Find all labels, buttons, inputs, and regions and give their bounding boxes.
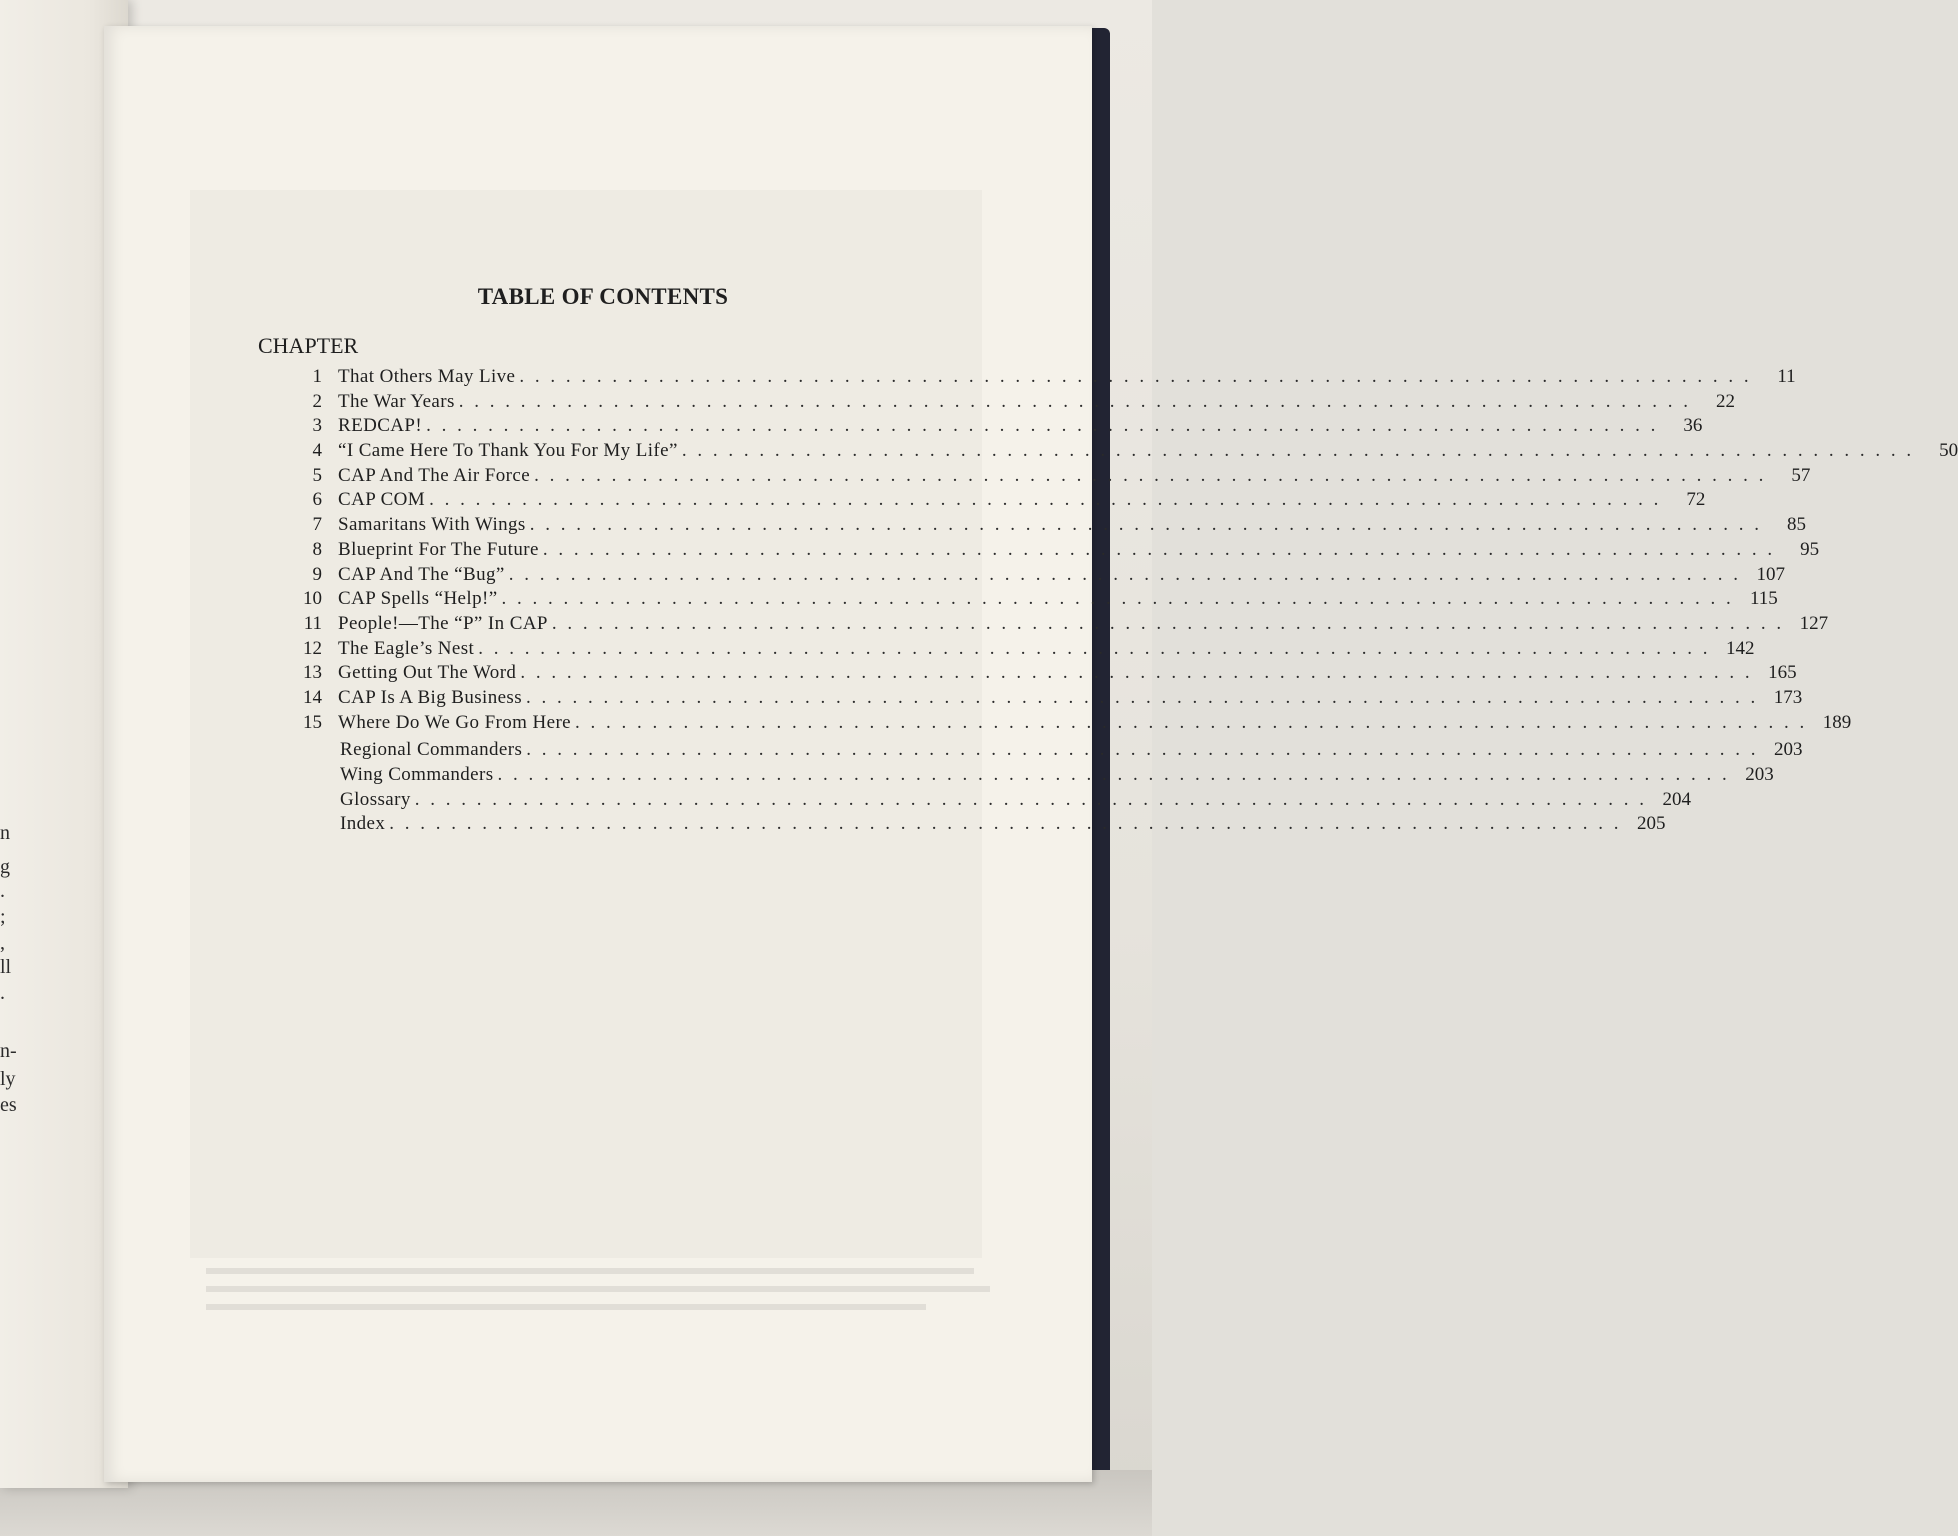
page-number: 57 — [1791, 464, 1811, 486]
left-page-text-fragment: n- — [0, 1040, 17, 1062]
chapter-number: 14 — [303, 686, 322, 708]
left-page-text-fragment: ; — [0, 906, 6, 928]
toc-chapter-entry — [296, 661, 1797, 686]
entry-title: CAP COM — [338, 489, 426, 511]
entry-title: The War Years — [338, 390, 455, 412]
page-number: 142 — [1725, 637, 1755, 659]
entry-title: Regional Commanders — [340, 739, 523, 761]
back-matter-list — [296, 738, 1803, 837]
dot-leader: . . . . . . . . . . . . . . . . . . . . . . . . . . . . . . . . . . . . . . . . . . . . . . . . . . . . . . . . . . . . . . . . . . . . . . . . . . . . . . . . — [534, 464, 1767, 486]
toc-back-matter-entry — [296, 763, 1774, 788]
page-title: TABLE OF CONTENTS — [477, 284, 729, 309]
toc-chapter-entry — [296, 513, 1806, 538]
left-page-text-fragment: g — [0, 856, 10, 878]
entry-title: That Others May Live — [338, 366, 516, 387]
chapter-number: 13 — [303, 662, 322, 684]
chapter-column-header: CHAPTER — [258, 333, 359, 358]
page-number: 95 — [1800, 538, 1820, 560]
toc-chapter-entry — [296, 563, 1785, 588]
chapter-number: 10 — [303, 588, 322, 610]
page-number: 204 — [1662, 788, 1691, 810]
dot-leader: . . . . . . . . . . . . . . . . . . . . . . . . . . . . . . . . . . . . . . . . . . . . . . . . . . . . . . . . . . . . . . . . . . . . . . . . . . . . . . . . — [681, 440, 1915, 462]
toc-chapter-entry — [296, 464, 1811, 489]
page-number: 205 — [1637, 813, 1666, 835]
show-through-caption — [206, 1268, 1006, 1328]
page-number: 11 — [1777, 366, 1796, 387]
entry-title: CAP And The “Bug” — [338, 563, 505, 585]
dot-leader: . . . . . . . . . . . . . . . . . . . . . . . . . . . . . . . . . . . . . . . . . . . . . . . . . . . . . . . . . . . . . . . . . . . . . . . . . . . . . . . . — [508, 563, 1741, 585]
dot-leader: . . . . . . . . . . . . . . . . . . . . . . . . . . . . . . . . . . . . . . . . . . . . . . . . . . . . . . . . . . . . . . . . . . . . . . . . . . . . . . . . — [520, 662, 1753, 684]
page-number: 189 — [1822, 711, 1852, 733]
entry-title: CAP And The Air Force — [338, 464, 531, 486]
entry-title: The Eagle’s Nest — [338, 637, 475, 659]
dot-leader: . . . . . . . . . . . . . . . . . . . . . . . . . . . . . . . . . . . . . . . . . . . . . . . . . . . . . . . . . . . . . . . . . . . . . . . . . . . . . . . . — [551, 612, 1785, 634]
page-number: 85 — [1786, 514, 1806, 536]
chapter-number: 6 — [312, 489, 322, 511]
dot-leader: . . . . . . . . . . . . . . . . . . . . . . . . . . . . . . . . . . . . . . . . . . . . . . . . . . . . . . . . . . . . . . . . . . . . . . . . . . . . . . . . — [542, 538, 1776, 560]
chapter-number: 2 — [312, 390, 322, 412]
left-page-text-fragment: ll — [0, 956, 12, 978]
page-number: 36 — [1683, 415, 1703, 437]
entry-title: Samaritans With Wings — [338, 514, 526, 536]
chapter-number: 11 — [303, 612, 322, 634]
dot-leader: . . . . . . . . . . . . . . . . . . . . . . . . . . . . . . . . . . . . . . . . . . . . . . . . . . . . . . . . . . . . . . . . . . . . . . . . . . . . . . . . — [426, 415, 1659, 437]
entry-title: Index — [340, 813, 386, 835]
chapter-number: 1 — [312, 366, 322, 387]
entry-title: “I Came Here To Thank You For My Life” — [338, 440, 678, 462]
page-number: 22 — [1716, 390, 1736, 412]
toc-chapter-entry — [296, 538, 1820, 563]
chapter-number: 4 — [312, 440, 322, 462]
page-number: 203 — [1774, 739, 1803, 761]
dot-leader: . . . . . . . . . . . . . . . . . . . . . . . . . . . . . . . . . . . . . . . . . . . . . . . . . . . . . . . . . . . . . . . . . . . . . . . . . . . . . . . . — [389, 813, 1622, 835]
toc-chapter-entry — [296, 439, 1958, 464]
dot-leader: . . . . . . . . . . . . . . . . . . . . . . . . . . . . . . . . . . . . . . . . . . . . . . . . . . . . . . . . . . . . . . . . . . . . . . . . . . . . . . . . — [478, 637, 1711, 659]
entry-title: Wing Commanders — [340, 764, 494, 785]
page-number: 203 — [1745, 764, 1774, 785]
page-number: 107 — [1756, 563, 1785, 585]
dot-leader: . . . . . . . . . . . . . . . . . . . . . . . . . . . . . . . . . . . . . . . . . . . . . . . . . . . . . . . . . . . . . . . . . . . . . . . . . . . . . . . . — [526, 739, 1759, 761]
left-page-text-fragment: es — [0, 1094, 17, 1116]
chapter-number: 3 — [312, 415, 322, 437]
chapter-number: 5 — [312, 464, 322, 486]
toc-back-matter-entry — [296, 812, 1666, 837]
dot-leader: . . . . . . . . . . . . . . . . . . . . . . . . . . . . . . . . . . . . . . . . . . . . . . . . . . . . . . . . . . . . . . . . . . . . . . . . . . . . . . . . — [429, 489, 1662, 511]
dot-leader: . . . . . . . . . . . . . . . . . . . . . . . . . . . . . . . . . . . . . . . . . . . . . . . . . . . . . . . . . . . . . . . . . . . . . . . . . . . . . . . . — [529, 514, 1762, 536]
toc-chapter-entry — [296, 637, 1755, 662]
dot-leader: . . . . . . . . . . . . . . . . . . . . . . . . . . . . . . . . . . . . . . . . . . . . . . . . . . . . . . . . . . . . . . . . . . . . . . . . . . . . . . . . — [519, 366, 1752, 387]
chapter-number: 9 — [312, 563, 322, 585]
page-number: 115 — [1750, 588, 1778, 610]
left-page-text-fragment: . — [0, 880, 5, 902]
toc-list — [296, 365, 1958, 837]
toc-chapter-entry — [296, 365, 1796, 390]
entry-title: CAP Spells “Help!” — [338, 588, 498, 610]
toc-chapter-entry — [296, 612, 1829, 637]
entry-title: Where Do We Go From Here — [338, 711, 572, 733]
page-number: 127 — [1799, 612, 1829, 634]
toc-chapter-entry — [296, 686, 1803, 711]
left-page-text-fragment: n — [0, 822, 10, 844]
left-page-text-fragment: . — [0, 982, 5, 1004]
toc-chapter-entry — [296, 488, 1706, 513]
entry-title: REDCAP! — [338, 415, 423, 437]
toc-chapter-entry — [296, 390, 1736, 415]
toc-chapter-entry — [296, 711, 1852, 736]
dot-leader: . . . . . . . . . . . . . . . . . . . . . . . . . . . . . . . . . . . . . . . . . . . . . . . . . . . . . . . . . . . . . . . . . . . . . . . . . . . . . . . . — [575, 711, 1808, 733]
entry-title: People!—The “P” In CAP — [338, 612, 548, 634]
dot-leader: . . . . . . . . . . . . . . . . . . . . . . . . . . . . . . . . . . . . . . . . . . . . . . . . . . . . . . . . . . . . . . . . . . . . . . . . . . . . . . . . — [414, 788, 1647, 810]
chapter-number: 7 — [312, 514, 322, 536]
chapter-number: 15 — [303, 711, 322, 733]
dot-leader: . . . . . . . . . . . . . . . . . . . . . . . . . . . . . . . . . . . . . . . . . . . . . . . . . . . . . . . . . . . . . . . . . . . . . . . . . . . . . . . . — [501, 588, 1734, 610]
left-page-text-fragment: , — [0, 932, 5, 954]
toc-back-matter-entry — [296, 788, 1691, 813]
chapter-number: 12 — [303, 637, 322, 659]
page-number: 165 — [1768, 662, 1797, 684]
entry-title: Getting Out The Word — [338, 662, 517, 684]
dot-leader: . . . . . . . . . . . . . . . . . . . . . . . . . . . . . . . . . . . . . . . . . . . . . . . . . . . . . . . . . . . . . . . . . . . . . . . . . . . . . . . . — [526, 686, 1759, 708]
page-number: 50 — [1939, 440, 1958, 462]
entry-title: CAP Is A Big Business — [338, 686, 523, 708]
dot-leader: . . . . . . . . . . . . . . . . . . . . . . . . . . . . . . . . . . . . . . . . . . . . . . . . . . . . . . . . . . . . . . . . . . . . . . . . . . . . . . . . — [458, 390, 1692, 412]
page-number: 173 — [1773, 686, 1803, 708]
entry-title: Blueprint For The Future — [338, 538, 539, 560]
entry-title: Glossary — [340, 788, 411, 810]
dot-leader: . . . . . . . . . . . . . . . . . . . . . . . . . . . . . . . . . . . . . . . . . . . . . . . . . . . . . . . . . . . . . . . . . . . . . . . . . . . . . . . . — [497, 764, 1730, 785]
page-number: 72 — [1686, 489, 1706, 511]
left-page-text-fragment: ly — [0, 1068, 16, 1090]
toc-chapter-entry — [296, 414, 1703, 439]
toc-chapter-entry — [296, 587, 1778, 612]
toc-back-matter-entry — [296, 738, 1803, 763]
chapter-number: 8 — [312, 538, 322, 560]
